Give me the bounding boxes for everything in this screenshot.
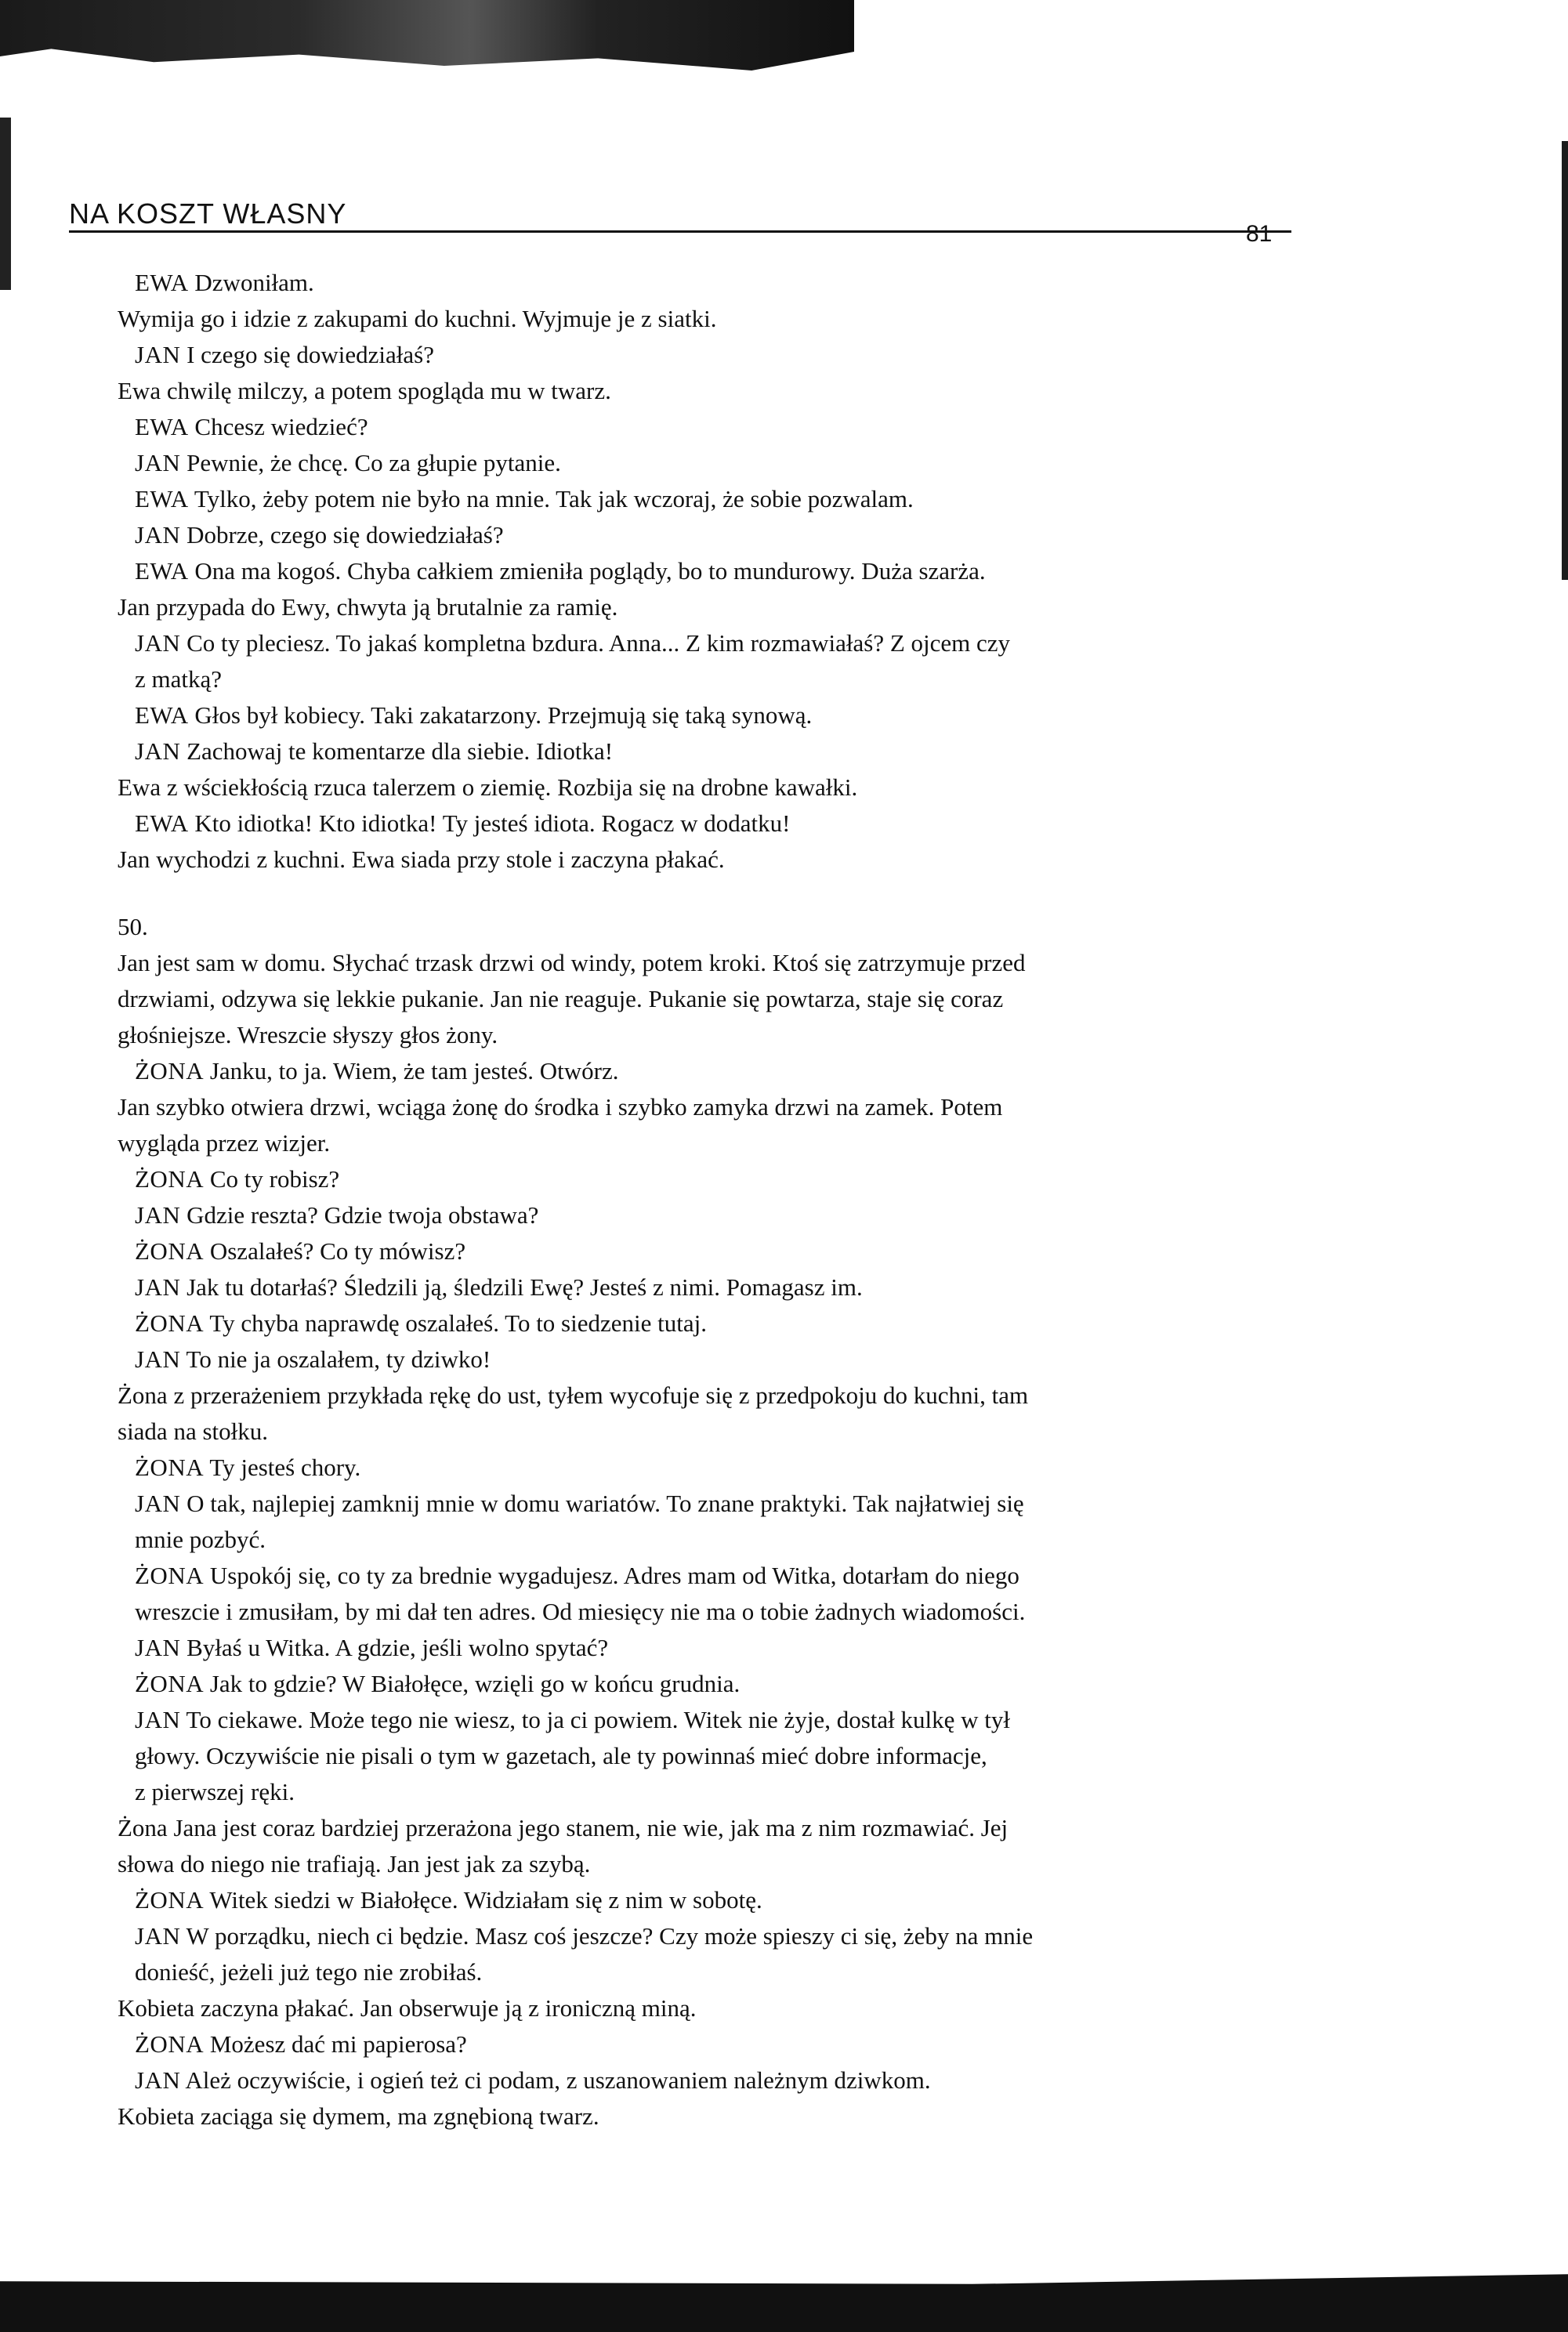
scene-50-text [118,945,1301,2135]
dialogue-text: O tak, najlepiej zamknij mnie w domu wariatów. To znane praktyki. Tak najłatwiej się [186,1490,1024,1517]
stage-direction: Ewa z wściekłością rzuca talerzem o ziemię. Rozbija się na drobne kawałki. [118,773,858,801]
dialogue-text: Oszalałeś? Co ty mówisz? [209,1237,466,1265]
dialogue-line [118,1197,1301,1233]
dialogue-line [118,1558,1301,1594]
dialogue-continuation: z matką? [135,665,223,693]
dialogue-text: W porządku, niech ci będzie. Masz coś jeszcze? Czy może spieszy ci się, żeby na mnie [186,1922,1034,1950]
speaker-name: JAN [135,521,181,549]
speaker-name: ŻONA [135,1886,205,1914]
scan-edge-right [1562,141,1568,580]
speaker-name: ŻONA [135,2030,205,2058]
dialogue-text: Janku, to ja. Wiem, że tam jesteś. Otwórz. [209,1057,619,1085]
speaker-name: ŻONA [135,1057,205,1085]
stage-direction: Jan jest sam w domu. Słychać trzask drzwi od windy, potem kroki. Ktoś się zatrzymuje przed [118,949,1026,976]
speaker-name: EWA [135,809,189,837]
page-body [118,265,1301,2135]
scene-gap [118,878,1301,909]
dialogue-line [118,337,1301,373]
page-number: 81 [1246,221,1273,247]
speaker-name: JAN [135,1345,181,1373]
dialogue-line [118,1666,1301,1702]
speaker-name: JAN [135,449,181,476]
dialogue-text: Jak to gdzie? W Białołęce, wzięli go w końcu grudnia. [209,1670,741,1697]
dialogue-line [118,1450,1301,1486]
scan-edge-left [0,118,11,290]
dialogue-line [118,625,1301,661]
speaker-name: JAN [135,1922,181,1950]
dialogue-text: Co ty robisz? [209,1165,340,1193]
dialogue-text: Ty chyba naprawdę oszalałeś. To to siedzenie tutaj. [209,1309,707,1337]
speaker-name: JAN [135,1490,181,1517]
stage-direction: głośniejsze. Wreszcie słyszy głos żony. [118,1021,498,1048]
speaker-name: ŻONA [135,1562,205,1589]
dialogue-text: I czego się dowiedziałaś? [186,341,434,368]
dialogue-line [118,409,1301,445]
dialogue-text: To nie ja oszalałem, ty dziwko! [186,1345,491,1373]
dialogue-line [118,2062,1301,2098]
dialogue-text: Co ty pleciesz. To jakaś kompletna bzdura. Anna... Z kim rozmawiałaś? Z ojcem czy [186,629,1011,657]
speaker-name: ŻONA [135,1237,205,1265]
scan-edge-bottom [0,2261,1568,2332]
speaker-name: JAN [135,1201,181,1229]
stage-direction: Żona z przerażeniem przykłada rękę do ust, tyłem wycofuje się z przedpokoju do kuchni, tam [118,1381,1029,1409]
stage-direction: Jan wychodzi z kuchni. Ewa siada przy stole i zaczyna płakać. [118,846,725,873]
speaker-name: ŻONA [135,1670,205,1697]
dialogue-line [118,1269,1301,1305]
dialogue-line [118,1882,1301,1918]
stage-direction: siada na stołku. [118,1418,268,1445]
speaker-name: EWA [135,701,189,729]
dialogue-line [118,517,1301,553]
speaker-name: EWA [135,557,189,585]
dialogue-text: Głos był kobiecy. Taki zakatarzony. Przejmują się taką synową. [194,701,813,729]
running-head [69,197,1291,233]
dialogue-line [118,1342,1301,1378]
stage-direction: Kobieta zaczyna płakać. Jan obserwuje ją z ironiczną miną. [118,1994,697,2022]
speaker-name: JAN [135,737,181,765]
dialogue-text: Byłaś u Witka. A gdzie, jeśli wolno spytać? [186,1634,609,1661]
speaker-name: EWA [135,269,189,296]
dialogue-line [118,1630,1301,1666]
dialogue-text: Kto idiotka! Kto idiotka! Ty jesteś idiota. Rogacz w dodatku! [194,809,791,837]
dialogue-line [118,481,1301,517]
dialogue-text: Zachowaj te komentarze dla siebie. Idiotka! [186,737,614,765]
dialogue-line [118,697,1301,733]
stage-direction: Jan przypada do Ewy, chwyta ją brutalnie za ramię. [118,593,618,621]
dialogue-line [118,553,1301,589]
dialogue-line [118,733,1301,769]
speaker-name: ŻONA [135,1309,205,1337]
dialogue-text: Witek siedzi w Białołęce. Widziałam się z nim w sobotę. [209,1886,762,1914]
dialogue-line [118,445,1301,481]
stage-direction: słowa do niego nie trafiają. Jan jest jak za szybą. [118,1850,591,1878]
dialogue-text: Ty jesteś chory. [209,1454,361,1481]
speaker-name: EWA [135,413,189,440]
dialogue-text: Pewnie, że chcę. Co za głupie pytanie. [186,449,561,476]
dialogue-line [118,1918,1301,1954]
stage-direction: Wymija go i idzie z zakupami do kuchni. Wyjmuje je z siatki. [118,305,717,332]
dialogue-text: Uspokój się, co ty za brednie wygadujesz. Adres mam od Witka, dotarłam do niego [209,1562,1019,1589]
dialogue-line [118,1486,1301,1522]
dialogue-text: Możesz dać mi papierosa? [209,2030,467,2058]
scan-edge-top [0,0,854,94]
dialogue-line [118,1233,1301,1269]
speaker-name: JAN [135,1634,181,1661]
stage-direction: wygląda przez wizjer. [118,1129,331,1157]
dialogue-line [118,1161,1301,1197]
stage-direction: Kobieta zaciąga się dymem, ma zgnębioną twarz. [118,2102,599,2130]
dialogue-continuation: donieść, jeżeli już tego nie zrobiłaś. [135,1958,483,1986]
dialogue-text: Dzwoniłam. [194,269,314,296]
speaker-name: JAN [135,1706,181,1733]
dialogue-text: Tylko, żeby potem nie było na mnie. Tak jak wczoraj, że sobie pozwalam. [194,485,914,512]
scene-49-text [118,265,1301,878]
stage-direction: Jan szybko otwiera drzwi, wciąga żonę do środka i szybko zamyka drzwi na zamek. Potem [118,1093,1003,1121]
dialogue-text: Gdzie reszta? Gdzie twoja obstawa? [186,1201,539,1229]
speaker-name: JAN [135,629,181,657]
dialogue-line [118,1702,1301,1738]
dialogue-continuation: z pierwszej ręki. [135,1778,295,1805]
dialogue-continuation: wreszcie i zmusiłam, by mi dał ten adres. Od miesięcy nie ma o tobie żadnych wiadomości. [135,1598,1026,1625]
dialogue-continuation: głowy. Oczywiście nie pisali o tym w gazetach, ale ty powinnaś mieć dobre informacje, [135,1742,987,1769]
dialogue-continuation: mnie pozbyć. [135,1526,266,1553]
dialogue-text: Chcesz wiedzieć? [194,413,368,440]
scene-number: 50. [118,913,148,940]
running-title: NA KOSZT WŁASNY [69,197,347,230]
speaker-name: JAN [135,341,181,368]
speaker-name: JAN [135,1273,181,1301]
dialogue-text: To ciekawe. Może tego nie wiesz, to ja ci powiem. Witek nie żyje, dostał kulkę w tył [186,1706,1010,1733]
speaker-name: JAN [135,2066,181,2094]
dialogue-text: Ależ oczywiście, i ogień też ci podam, z uszanowaniem należnym dziwkom. [185,2066,931,2094]
dialogue-line [118,2026,1301,2062]
stage-direction: drzwiami, odzywa się lekkie pukanie. Jan nie reaguje. Pukanie się powtarza, staje się coraz [118,985,1004,1012]
stage-direction: Żona Jana jest coraz bardziej przerażona jego stanem, nie wie, jak ma z nim rozmawiać. Jej [118,1814,1009,1841]
dialogue-line [118,265,1301,301]
speaker-name: ŻONA [135,1454,205,1481]
dialogue-line [118,806,1301,842]
speaker-name: ŻONA [135,1165,205,1193]
speaker-name: EWA [135,485,189,512]
dialogue-text: Ona ma kogoś. Chyba całkiem zmieniła poglądy, bo to mundurowy. Duża szarża. [194,557,986,585]
dialogue-line [118,1305,1301,1342]
dialogue-line [118,1053,1301,1089]
stage-direction: Ewa chwilę milczy, a potem spogląda mu w twarz. [118,377,611,404]
dialogue-text: Jak tu dotarłaś? Śledzili ją, śledzili Ewę? Jesteś z nimi. Pomagasz im. [186,1273,863,1301]
dialogue-text: Dobrze, czego się dowiedziałaś? [186,521,504,549]
